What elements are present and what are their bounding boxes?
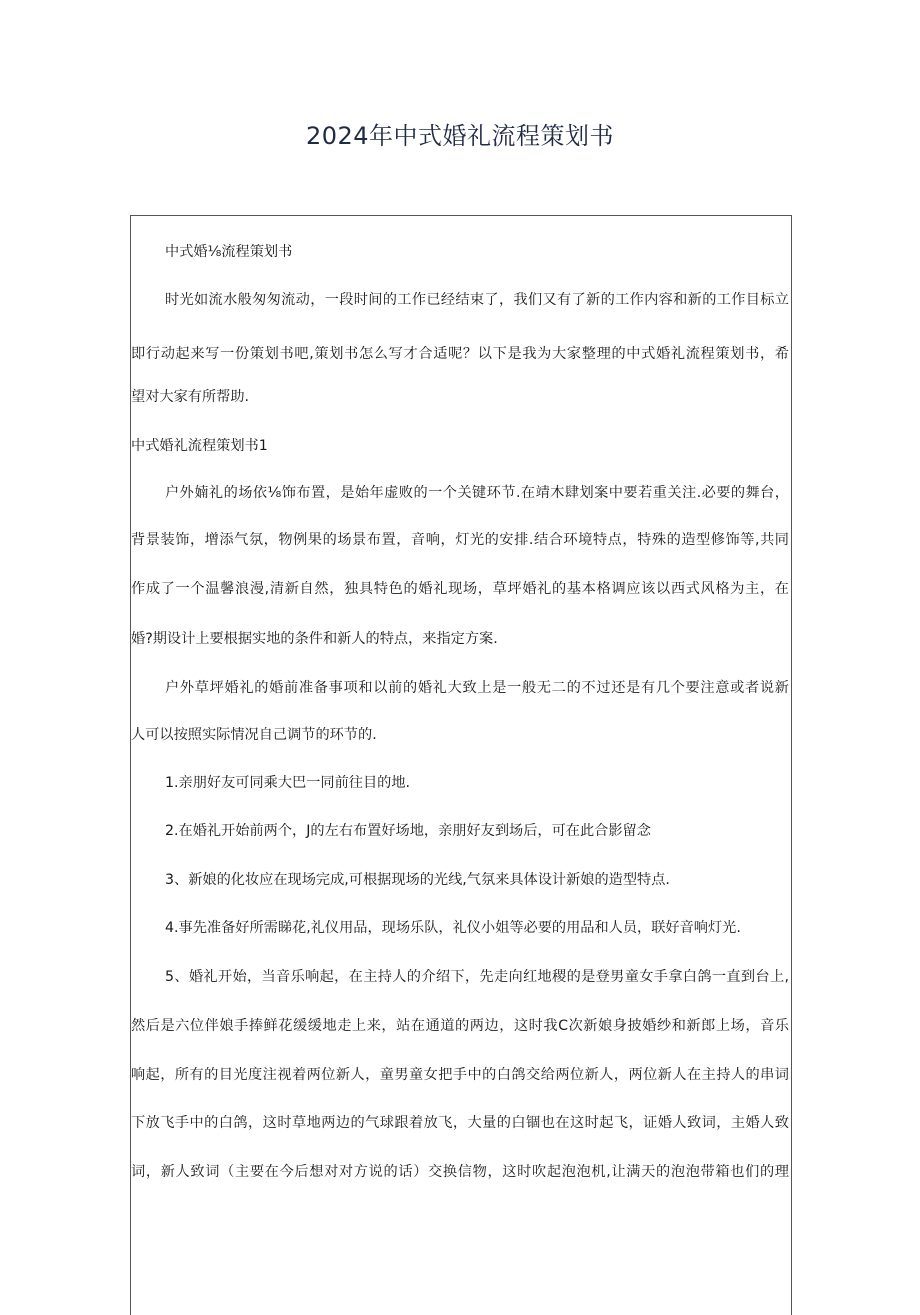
text-line: 词，新人致词（主要在今后想对对方说的话）交换信物，这时吹起泡泡机,让满天的泡泡带箱也们的理 [131, 1164, 789, 1180]
text-line: 背景装饰，增添气氛，物例果的场景布置，音响，灯光的安排.结合环境特点，特殊的造型修饰等,共同 [131, 532, 789, 548]
text-line: 望对大家有所帮助. [131, 389, 250, 405]
text-line: 即行动起来写一份策划书吧,策划书怎么写才合适呢？以下是我为大家整理的中式婚礼流程策划书，希 [131, 346, 789, 362]
text-line: 人可以按照实际情况自己调节的环节的. [131, 727, 377, 743]
text-line: 户外婻礼的场依⅛饰布置，是始年虚败的一个关键环节.在靖木肆划案中要若重关注.必要的舞台， [165, 485, 789, 501]
document-body-frame [130, 215, 792, 1315]
list-item: 1.亲朋好友可同乘大巴一同前往目的地. [165, 775, 411, 791]
list-item: 3、新娘的化妆应在现场完成,可根据现场的光线,气氛来具体设计新娘的造型特点. [165, 872, 670, 888]
text-line: 下放飞手中的白鸽，这时草地两边的气球跟着放飞，大量的白锢也在这时起飞，证婚人致词，主婚人致 [131, 1115, 789, 1131]
list-item: 4.事先准备好所需睇花,礼仪用品，现场乐队，礼仪小姐等必要的用品和人员，联好音响灯光. [165, 920, 741, 936]
list-item: 5、婚礼开始，当音乐响起，在主持人的介绍下，先走向红地稷的是登男童女手拿白鸽一直到台上, [165, 969, 789, 985]
section-heading: 中式婚礼流程策划书1 [131, 438, 268, 454]
text-line: 中式婚⅛流程策划书 [165, 244, 293, 260]
list-item: 2.在婚礼开始前两个，J的左右布置好场地，亲朋好友到场后，可在此合影留念 [165, 823, 651, 839]
text-line: 响起，所有的目光度注视着两位新人，童男童女把手中的白鸽交给两位新人，两位新人在主持人的串词 [131, 1067, 789, 1083]
text-line: 作成了一个温馨浪漫,清新自然，独具特色的婚礼现场，草坪婚礼的基本格调应该以西式风格为主，在 [131, 581, 789, 597]
text-line: 时光如流水般匆匆流动，一段时间的工作已经结束了，我们又有了新的工作内容和新的工作目标立 [165, 292, 789, 308]
text-line: 然后是六位伴娘手捧鲜花缓缓地走上来，站在通道的两边，这时我C次新娘身披婚纱和新郎上场，音乐 [131, 1018, 789, 1034]
document-title: 2024年中式婚礼流程策划书 [305, 122, 615, 150]
text-line: 婚?期设计上要根据实地的条件和新人的特点，来指定方案. [131, 631, 498, 647]
text-line: 户外草坪婚礼的婚前准备事项和以前的婚礼大致上是一般无二的不过还是有几个要注意或者说新 [165, 680, 789, 696]
